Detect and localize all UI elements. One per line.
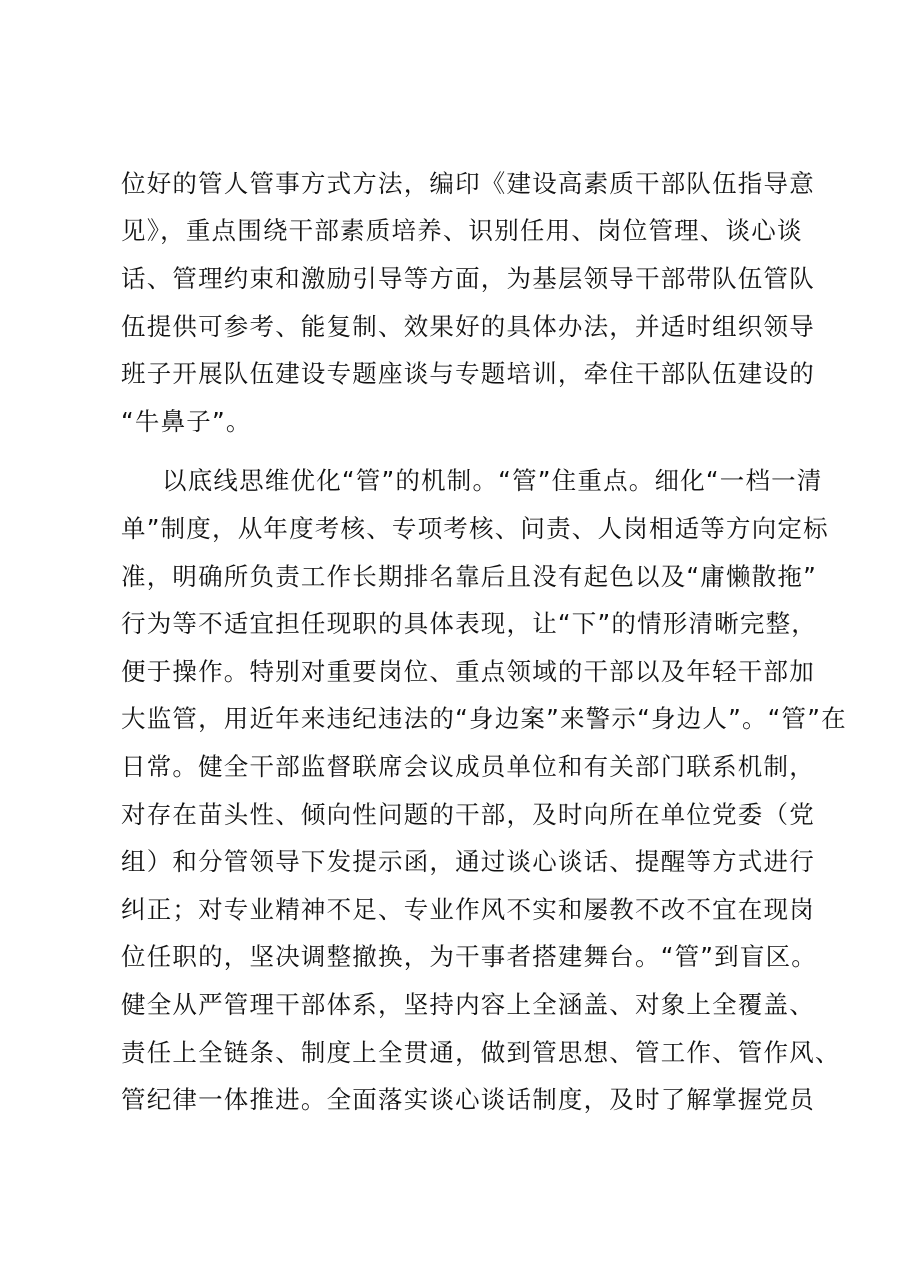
text-line: 以底线思维优化“管”的机制。“管”住重点。细化“一档一清 <box>162 466 823 495</box>
text-line: 便于操作。特别对重要岗位、重点领域的干部以及年轻干部加 <box>121 657 815 686</box>
text-line: 管纪律一体推进。全面落实谈心谈话制度，及时了解掌握党员 <box>121 1085 815 1114</box>
text-line: 日常。健全干部监督联席会议成员单位和有关部门联系机制， <box>121 752 815 781</box>
text-line: 大监管，用近年来违纪违法的“身边案”来警示“身边人”。“管”在 <box>121 704 847 733</box>
text-line: 位任职的，坚决调整撤换，为干事者搭建舞台。“管”到盲区。 <box>121 942 817 971</box>
text-line: 组）和分管领导下发提示函，通过谈心谈话、提醒等方式进行 <box>121 847 815 876</box>
text-line: 班子开展队伍建设专题座谈与专题培训，牵住干部队伍建设的 <box>121 359 815 388</box>
text-line: 行为等不适宜担任现职的具体表现，让“下”的情形清晰完整， <box>121 609 817 638</box>
text-line: 准，明确所负责工作长期排名靠后且没有起色以及“庸懒散拖” <box>121 562 817 591</box>
text-line: 单”制度，从年度考核、专项考核、问责、人岗相适等方向定标 <box>121 514 829 543</box>
text-line: 健全从严管理干部体系，坚持内容上全涵盖、对象上全覆盖、 <box>121 990 815 1019</box>
text-line: 责任上全链条、制度上全贯通，做到管思想、管工作、管作风、 <box>121 1038 841 1067</box>
text-line: 对存在苗头性、倾向性问题的干部，及时向所在单位党委（党 <box>121 800 815 829</box>
text-line: 见》，重点围绕干部素质培养、识别任用、岗位管理、谈心谈 <box>121 216 803 245</box>
text-line: 纠正；对专业精神不足、专业作风不实和屡教不改不宜在现岗 <box>121 895 815 924</box>
text-line: “牛鼻子”。 <box>121 407 252 436</box>
text-line: 话、管理约束和激励引导等方面，为基层领导干部带队伍管队 <box>121 264 815 293</box>
text-line: 位好的管人管事方式方法，编印《建设高素质干部队伍指导意 <box>121 169 815 198</box>
text-line: 伍提供可参考、能复制、效果好的具体办法，并适时组织领导 <box>121 312 815 341</box>
